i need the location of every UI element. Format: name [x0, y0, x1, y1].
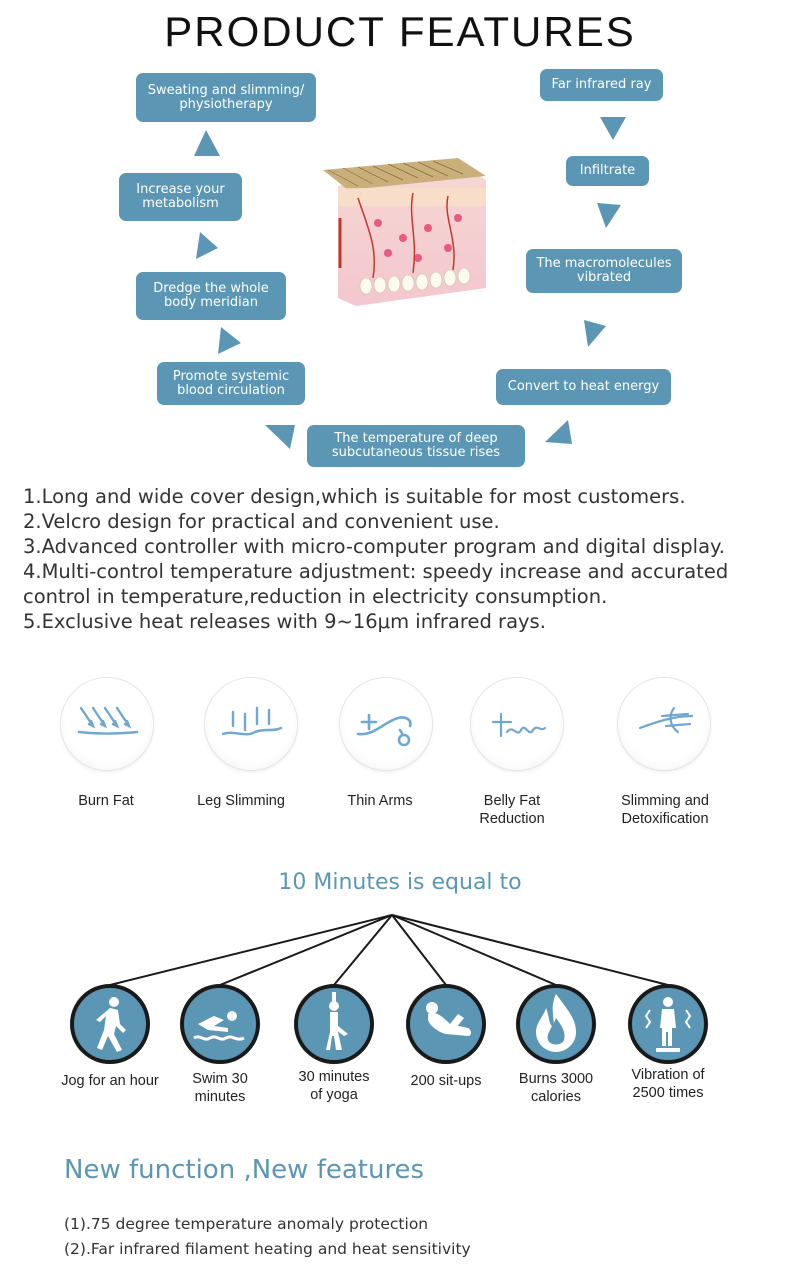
new-feature-item: (2).Far infrared filament heating and heat sensitivity: [64, 1240, 471, 1258]
flame-icon: [516, 984, 596, 1064]
equivalence-connector-lines: [0, 905, 800, 995]
arrow-down-icon: [600, 117, 626, 140]
page-title: PRODUCT FEATURES: [164, 8, 636, 55]
activity-label: 200 sit-ups: [410, 1073, 482, 1089]
cycle-step-heat-energy: Convert to heat energy: [496, 369, 671, 405]
cycle-step-circulation: Promote systemic blood circulation: [157, 362, 305, 405]
equivalence-title: 10 Minutes is equal to: [278, 870, 522, 895]
arrow-down-icon: [597, 203, 621, 228]
arrow-up-icon: [218, 327, 241, 354]
vibration-icon: [628, 984, 708, 1064]
activity-label: 30 minutes of yoga: [298, 1069, 370, 1103]
cycle-step-far-infrared: Far infrared ray: [540, 69, 663, 101]
skin-layers-illustration: [318, 158, 488, 308]
detox-icon: [618, 678, 710, 770]
activity-label: Jog for an hour: [61, 1073, 159, 1089]
leg-slimming-icon: [205, 678, 297, 770]
new-features-title: New function ,New features: [64, 1155, 425, 1185]
cycle-step-meridian: Dredge the whole body meridian: [136, 272, 286, 320]
arrow-left-icon: [265, 425, 295, 449]
benefit-label: Thin Arms: [347, 793, 413, 809]
benefit-label: Belly Fat Reduction: [479, 793, 545, 827]
feature-item: 1.Long and wide cover design,which is suitable for most customers.: [23, 485, 686, 508]
cycle-step-sweating: Sweating and slimming/ physiotherapy: [136, 73, 316, 122]
benefit-label: Burn Fat: [78, 793, 134, 809]
cycle-step-metabolism: Increase your metabolism: [119, 173, 242, 221]
belly-fat-icon: [471, 678, 563, 770]
arrow-up-icon: [194, 130, 220, 156]
feature-item: 2.Velcro design for practical and convenient use.: [23, 510, 500, 533]
feature-item: 5.Exclusive heat releases with 9~16μm infrared rays.: [23, 610, 546, 633]
new-features-list: [64, 1212, 471, 1262]
arrow-down-icon: [584, 320, 606, 347]
feature-list: [23, 484, 783, 634]
thin-arms-icon: [340, 678, 432, 770]
arrow-up-icon: [196, 232, 218, 259]
activity-label: Swim 30 minutes: [192, 1071, 248, 1105]
cycle-step-macromolecules: The macromolecules vibrated: [526, 249, 682, 293]
cycle-step-infiltrate: Infiltrate: [566, 156, 649, 186]
new-feature-item: (1).75 degree temperature anomaly protection: [64, 1215, 429, 1233]
sit-ups-icon: [406, 984, 486, 1064]
yoga-icon: [294, 984, 374, 1064]
feature-item: 3.Advanced controller with micro-computer program and digital display.: [23, 535, 725, 558]
arrow-left-icon: [545, 420, 572, 444]
activity-label: Vibration of 2500 times: [631, 1067, 705, 1101]
activity-label: Burns 3000 calories: [518, 1071, 594, 1105]
benefit-label: Leg Slimming: [197, 793, 285, 809]
cycle-step-temperature: The temperature of deep subcutaneous tissue rises: [307, 425, 525, 467]
walking-person-icon: [70, 984, 150, 1064]
burn-fat-icon: [61, 678, 153, 770]
benefit-label: Slimming and Detoxification: [621, 793, 709, 827]
feature-item: 4.Multi-control temperature adjustment: speedy increase and accurated control in temperature,reduction in electricity consumption.: [23, 560, 729, 608]
swimmer-icon: [180, 984, 260, 1064]
